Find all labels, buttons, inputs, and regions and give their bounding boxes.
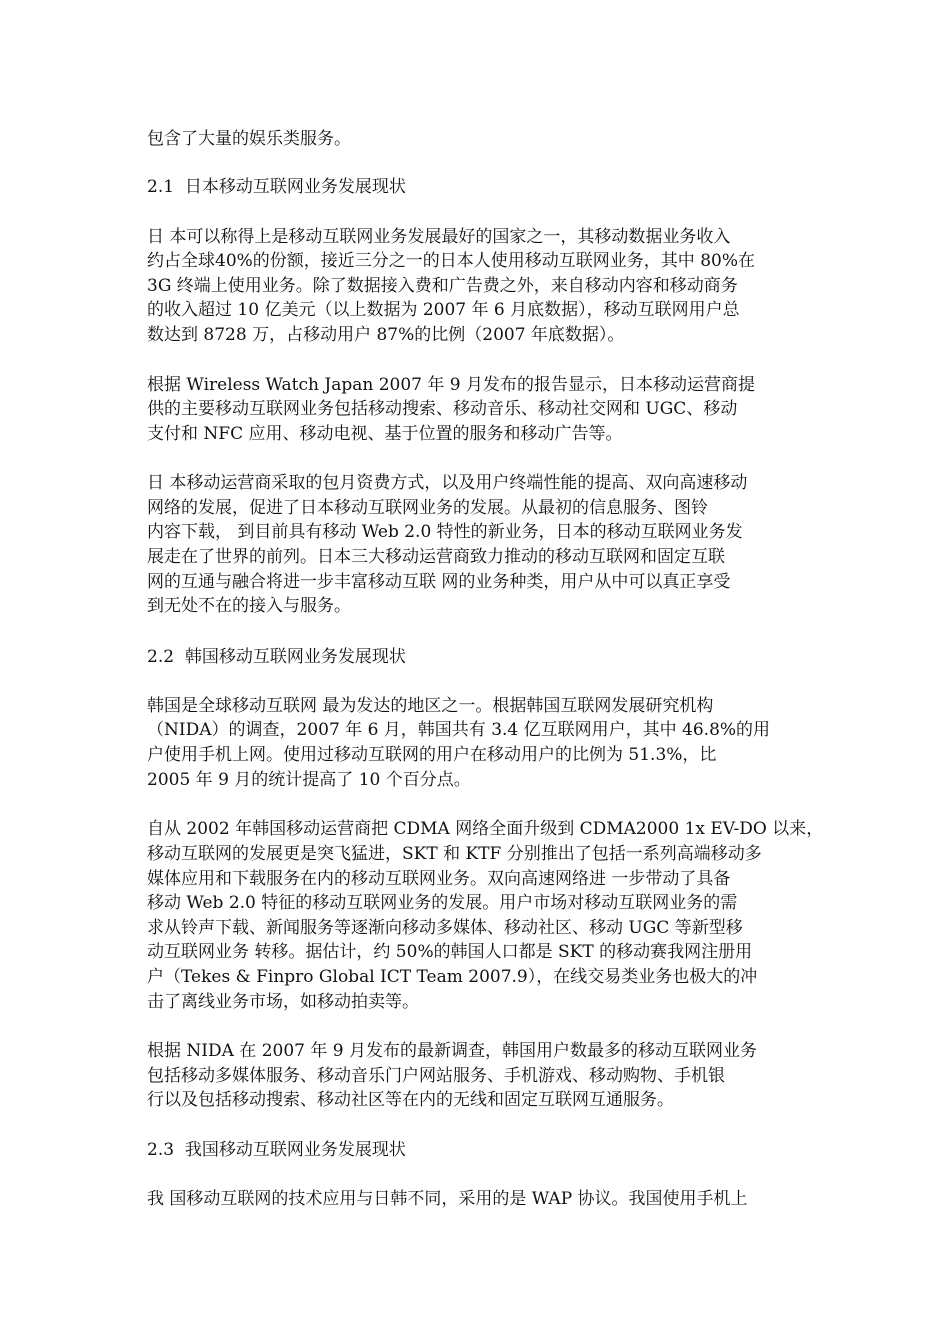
paragraph-line: 户（Tekes & Finpro Global ICT Team 2007.9），在线交易类业务也极大的冲 (147, 967, 758, 987)
paragraph-line: 根据 Wireless Watch Japan 2007 年 9 月发布的报告显示，日本移动运营商提 (147, 375, 755, 395)
paragraph-line: 击了离线业务市场，如移动拍卖等。 (147, 992, 419, 1012)
paragraph-line: 行以及包括移动搜索、移动社区等在内的无线和固定互联网互通服务。 (147, 1090, 674, 1110)
paragraph-line: 展走在了世界的前列。日本三大移动运营商致力推动的移动互联网和固定互联 (147, 547, 725, 567)
paragraph-line: 的收入超过 10 亿美元（以上数据为 2007 年 6 月底数据），移动互联网用户总 (147, 300, 740, 320)
paragraph-line: 移动互联网的发展更是突飞猛进，SKT 和 KTF 分别推出了包括一系列高端移动多 (147, 844, 762, 864)
paragraph-line: 自从 2002 年韩国移动运营商把 CDMA 网络全面升级到 CDMA2000 1x EV-DO 以来， (147, 819, 824, 839)
paragraph-line: 网的互通与融合将进一步丰富移动互联 网的业务种类，用户从中可以真正享受 (147, 572, 731, 592)
paragraph-line: 内容下载， 到目前具有移动 Web 2.0 特性的新业务，日本的移动互联网业务发 (147, 522, 743, 542)
paragraph-line: 约占全球40%的份额，接近三分之一的日本人使用移动互联网业务，其中 80%在 (147, 251, 755, 271)
paragraph-line: 动互联网业务 转移。据估计，约 50%的韩国人口都是 SKT 的移动赛我网注册用 (147, 942, 753, 962)
paragraph-line: 供的主要移动互联网业务包括移动搜索、移动音乐、移动社交网和 UGC、移动 (147, 399, 738, 419)
section-heading-2-3: 2.3 我国移动互联网业务发展现状 (147, 1140, 406, 1160)
paragraph-line: 2005 年 9 月的统计提高了 10 个百分点。 (147, 770, 471, 790)
paragraph-line: 我 国移动互联网的技术应用与日韩不同，采用的是 WAP 协议。我国使用手机上 (147, 1189, 748, 1209)
paragraph-line: 网络的发展，促进了日本移动互联网业务的发展。从最初的信息服务、图铃 (147, 498, 708, 518)
paragraph-line: 媒体应用和下载服务在内的移动互联网业务。双向高速网络进 一步带动了具备 (147, 869, 731, 889)
paragraph-line: 数达到 8728 万，占移动用户 87%的比例（2007 年底数据）。 (147, 325, 625, 345)
paragraph-line: 根据 NIDA 在 2007 年 9 月发布的最新调查，韩国用户数最多的移动互联网业务 (147, 1041, 757, 1061)
paragraph-line: 到无处不在的接入与服务。 (147, 596, 351, 616)
paragraph-line: （NIDA）的调查，2007 年 6 月，韩国共有 3.4 亿互联网用户，其中 46.8%的用 (147, 720, 771, 740)
paragraph-line: 支付和 NFC 应用、移动电视、基于位置的服务和移动广告等。 (147, 424, 623, 444)
paragraph-line: 移动 Web 2.0 特征的移动互联网业务的发展。用户市场对移动互联网业务的需 (147, 893, 738, 913)
paragraph-line: 3G 终端上使用业务。除了数据接入费和广告费之外，来自移动内容和移动商务 (147, 276, 738, 296)
paragraph-line: 包含了大量的娱乐类服务。 (147, 129, 351, 149)
paragraph-line: 求从铃声下载、新闻服务等逐渐向移动多媒体、移动社区、移动 UGC 等新型移 (147, 918, 743, 938)
paragraph-line: 户使用手机上网。使用过移动互联网的用户在移动用户的比例为 51.3%，比 (147, 745, 717, 765)
paragraph-line: 日 本可以称得上是移动互联网业务发展最好的国家之一，其移动数据业务收入 (147, 227, 731, 247)
section-heading-2-1: 2.1 日本移动互联网业务发展现状 (147, 177, 406, 197)
paragraph-line: 包括移动多媒体服务、移动音乐门户网站服务、手机游戏、移动购物、手机银 (147, 1066, 725, 1086)
paragraph-line: 日 本移动运营商采取的包月资费方式，以及用户终端性能的提高、双向高速移动 (147, 473, 748, 493)
paragraph-line: 韩国是全球移动互联网 最为发达的地区之一。根据韩国互联网发展研究机构 (147, 696, 714, 716)
section-heading-2-2: 2.2 韩国移动互联网业务发展现状 (147, 647, 406, 667)
